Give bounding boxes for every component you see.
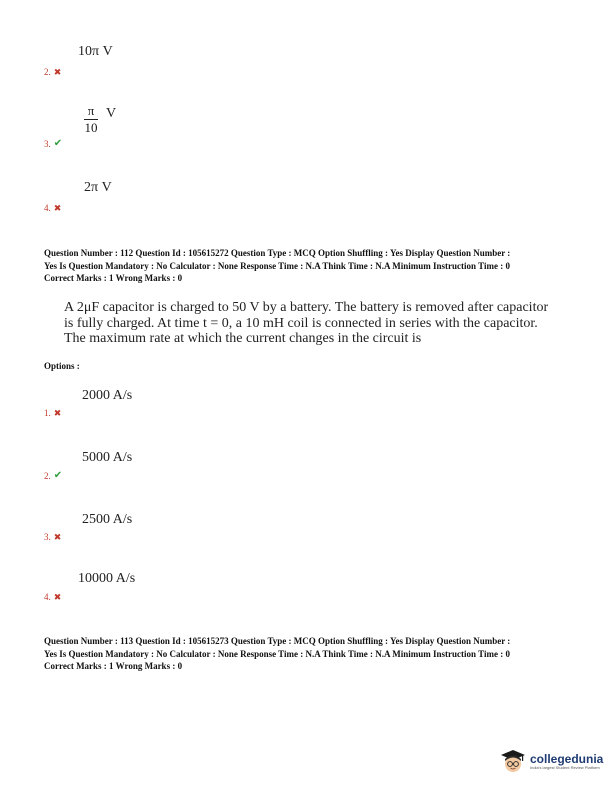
option-text-3: 2500 A/s: [82, 512, 133, 527]
option-number-2: [44, 471, 62, 481]
option-number: 2.: [44, 471, 51, 481]
wrong-mark-icon: ✖: [53, 202, 62, 213]
brand-text: [530, 753, 603, 770]
option-number-1: [44, 408, 61, 418]
option-number: 1.: [44, 408, 51, 418]
meta-line: Yes Is Question Mandatory : No Calculator : None Response Time : N.A Think Time : N.A Minimum Instruction Time : 0: [44, 260, 510, 271]
question-line: is fully charged. At time t = 0, a 10 mH coil is connected in series with the capacitor.: [64, 315, 538, 331]
option-text-prev-4: 2π V: [84, 180, 112, 195]
option-text-1: 2000 A/s: [82, 388, 133, 403]
fraction: [84, 104, 98, 135]
wrong-mark-icon: ✖: [53, 407, 62, 418]
correct-mark-icon: ✔: [53, 470, 63, 481]
correct-mark-icon: ✔: [53, 138, 63, 149]
question-meta-112: [44, 247, 584, 285]
brand-name: collegedunia: [530, 751, 604, 766]
option-number: 4.: [44, 203, 51, 213]
meta-line: Question Number : 112 Question Id : 105615272 Question Type : MCQ Option Shuffling : Yes Display Question Number :: [44, 248, 511, 258]
brand-logo: [500, 748, 603, 774]
option-number-prev-2: [44, 67, 61, 77]
brand-tagline: India's largest Student Review Platform: [530, 764, 600, 770]
question-text-112: [64, 300, 564, 347]
option-number: 3.: [44, 532, 51, 542]
option-text-prev-2: 10π V: [78, 44, 113, 59]
option-number-prev-4: [44, 203, 61, 213]
fraction-unit: V: [106, 105, 117, 121]
fraction-denominator: 10: [84, 120, 98, 135]
wrong-mark-icon: ✖: [53, 531, 62, 542]
meta-line: Question Number : 113 Question Id : 105615273 Question Type : MCQ Option Shuffling : Yes Display Question Number :: [44, 636, 511, 646]
meta-line: Correct Marks : 1 Wrong Marks : 0: [44, 661, 183, 671]
question-meta-113: [44, 635, 584, 673]
option-text-4: 10000 A/s: [78, 571, 136, 586]
option-number: 2.: [44, 67, 51, 77]
graduate-mascot-icon: [500, 748, 526, 774]
option-fraction-prev-3: [84, 104, 116, 135]
option-number-3: [44, 532, 61, 542]
question-line: A 2μF capacitor is charged to 50 V by a battery. The battery is removed after capacitor: [64, 300, 549, 315]
meta-line: Correct Marks : 1 Wrong Marks : 0: [44, 273, 183, 283]
option-number-prev-3: [44, 139, 62, 149]
fraction-numerator: π: [87, 103, 95, 118]
wrong-mark-icon: ✖: [53, 591, 62, 602]
wrong-mark-icon: ✖: [53, 66, 62, 77]
option-number-4: [44, 592, 61, 602]
option-number: 3.: [44, 139, 51, 149]
question-line: The maximum rate at which the current changes in the circuit is: [64, 331, 422, 346]
option-text-2: 5000 A/s: [82, 450, 133, 465]
options-label: Options :: [44, 361, 80, 371]
option-number: 4.: [44, 592, 51, 602]
meta-line: Yes Is Question Mandatory : No Calculator : None Response Time : N.A Think Time : N.A Minimum Instruction Time : 0: [44, 648, 510, 659]
